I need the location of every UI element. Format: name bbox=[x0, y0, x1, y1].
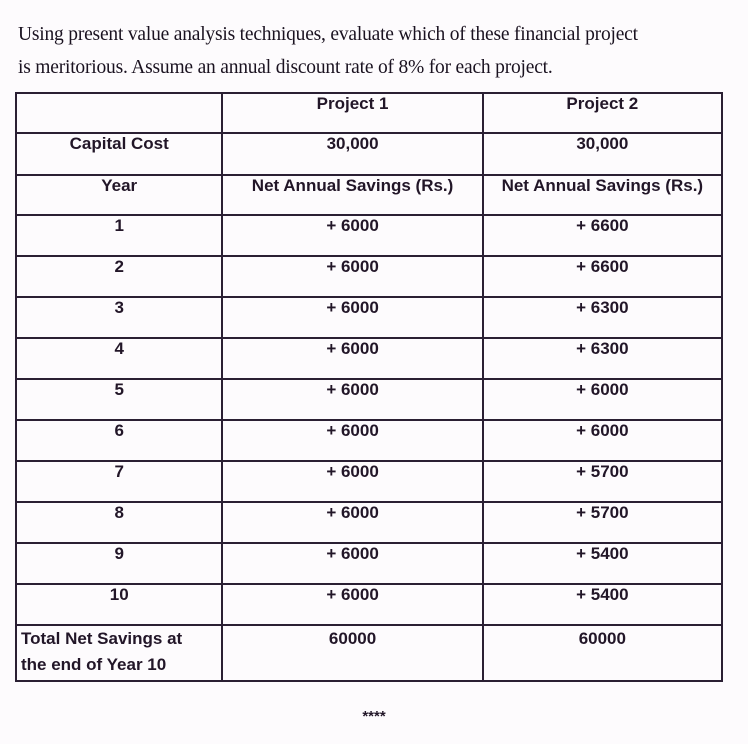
total-savings-project-2: 60000 bbox=[483, 625, 722, 681]
header-blank-cell bbox=[16, 93, 222, 133]
end-marker: **** bbox=[362, 708, 386, 725]
year-cell: 10 bbox=[16, 584, 222, 625]
table-row bbox=[16, 543, 722, 584]
project-1-savings-cell: + 6000 bbox=[222, 584, 482, 625]
project-1-savings-cell: + 6000 bbox=[222, 338, 482, 379]
project-savings-table bbox=[15, 92, 723, 682]
total-savings-label-line-2: the end of Year 10 bbox=[21, 655, 167, 674]
year-cell: 3 bbox=[16, 297, 222, 338]
capital-cost-project-1: 30,000 bbox=[222, 133, 482, 175]
table-row bbox=[16, 420, 722, 461]
project-2-savings-cell: + 6600 bbox=[483, 256, 722, 297]
project-1-savings-cell: + 6000 bbox=[222, 420, 482, 461]
year-cell: 4 bbox=[16, 338, 222, 379]
table-row bbox=[16, 297, 722, 338]
column-header-row bbox=[16, 175, 722, 215]
project-header-row bbox=[16, 93, 722, 133]
project-1-savings-cell: + 6000 bbox=[222, 379, 482, 420]
year-cell: 6 bbox=[16, 420, 222, 461]
header-project-2: Project 2 bbox=[483, 93, 722, 133]
project-1-savings-cell: + 6000 bbox=[222, 256, 482, 297]
total-savings-project-1: 60000 bbox=[222, 625, 482, 681]
project-1-savings-cell: + 6000 bbox=[222, 297, 482, 338]
year-cell: 7 bbox=[16, 461, 222, 502]
project-2-savings-cell: + 5700 bbox=[483, 461, 722, 502]
problem-statement bbox=[18, 18, 738, 84]
savings-header-project-2: Net Annual Savings (Rs.) bbox=[483, 175, 722, 215]
header-project-1: Project 1 bbox=[222, 93, 482, 133]
capital-cost-project-2: 30,000 bbox=[483, 133, 722, 175]
project-1-savings-cell: + 6000 bbox=[222, 215, 482, 256]
project-2-savings-cell: + 6300 bbox=[483, 338, 722, 379]
year-column-header: Year bbox=[16, 175, 222, 215]
project-1-savings-cell: + 6000 bbox=[222, 461, 482, 502]
capital-cost-row bbox=[16, 133, 722, 175]
year-cell: 8 bbox=[16, 502, 222, 543]
project-2-savings-cell: + 5400 bbox=[483, 584, 722, 625]
table-row bbox=[16, 338, 722, 379]
table-row bbox=[16, 215, 722, 256]
project-2-savings-cell: + 6000 bbox=[483, 379, 722, 420]
table-row bbox=[16, 379, 722, 420]
year-cell: 1 bbox=[16, 215, 222, 256]
savings-header-project-1: Net Annual Savings (Rs.) bbox=[222, 175, 482, 215]
project-2-savings-cell: + 6300 bbox=[483, 297, 722, 338]
project-2-savings-cell: + 5400 bbox=[483, 543, 722, 584]
table-row bbox=[16, 502, 722, 543]
total-savings-label-line-1: Total Net Savings at bbox=[21, 629, 183, 648]
project-2-savings-cell: + 6600 bbox=[483, 215, 722, 256]
table-row bbox=[16, 256, 722, 297]
problem-statement-line-1: Using present value analysis techniques, evaluate which of these financial project bbox=[18, 24, 638, 45]
project-1-savings-cell: + 6000 bbox=[222, 543, 482, 584]
project-1-savings-cell: + 6000 bbox=[222, 502, 482, 543]
table-row bbox=[16, 584, 722, 625]
problem-statement-line-2: is meritorious. Assume an annual discount rate of 8% for each project. bbox=[18, 57, 553, 78]
total-savings-label bbox=[16, 625, 222, 681]
year-cell: 5 bbox=[16, 379, 222, 420]
project-2-savings-cell: + 5700 bbox=[483, 502, 722, 543]
year-cell: 9 bbox=[16, 543, 222, 584]
total-savings-row bbox=[16, 625, 722, 681]
year-cell: 2 bbox=[16, 256, 222, 297]
project-2-savings-cell: + 6000 bbox=[483, 420, 722, 461]
table-row bbox=[16, 461, 722, 502]
capital-cost-label: Capital Cost bbox=[16, 133, 222, 175]
